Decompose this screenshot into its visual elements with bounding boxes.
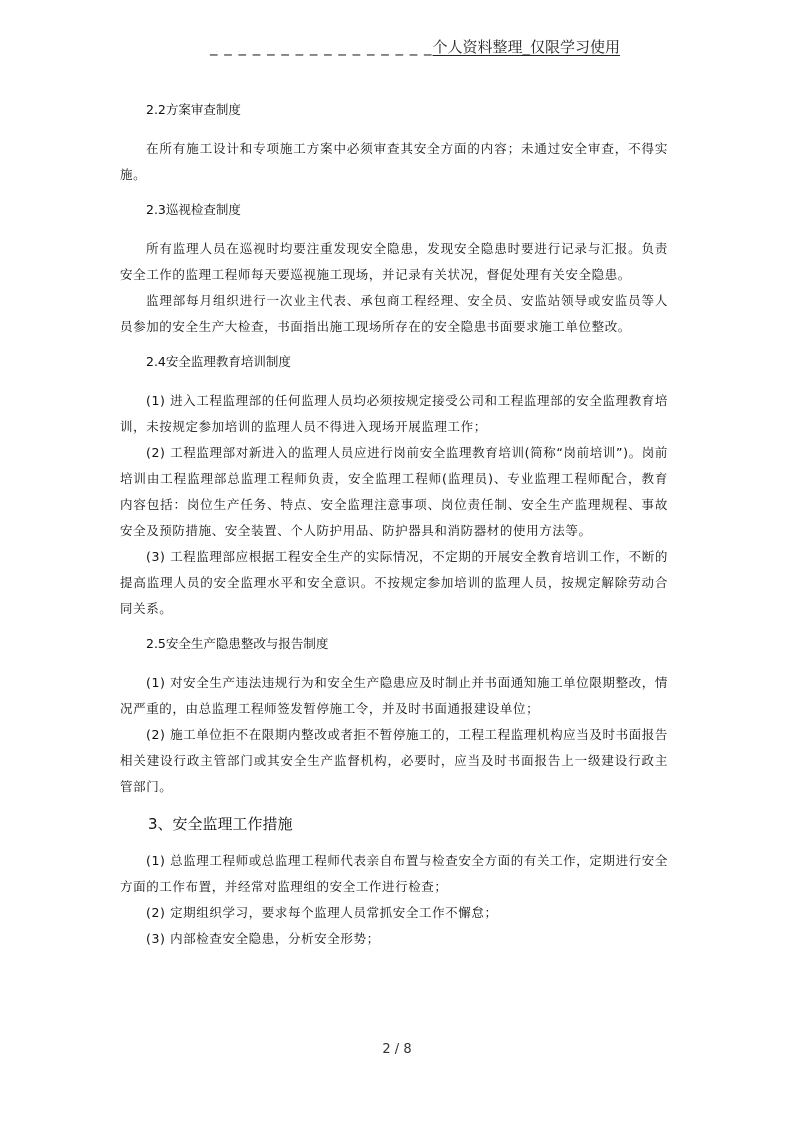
paragraph: (1) 对安全生产违法违规行为和安全生产隐患应及时制止并书面通知施工单位限期整改，情况严重的，由总监理工程师签发暂停施工令，并及时书面通报建设单位； [120,675,668,716]
paragraph: 监理部每月组织进行一次业主代表、承包商工程经理、安全员、安监站领导或安监员等人员参加的安全生产大检查，书面指出施工现场所存在的安全隐患书面要求施工单位整改。 [120,293,668,334]
paragraph: (3) 内部检查安全隐患，分析安全形势； [146,931,380,946]
paragraph: 在所有施工设计和专项施工方案中必须审查其安全方面的内容；未通过安全审查，不得实施。 [120,141,668,182]
paragraph: 所有监理人员在巡视时均要注重发现安全隐患，发现安全隐患时要进行记录与汇报。负责安全工作的监理工程师每天要巡视施工现场，并记录有关状况，督促处理有关安全隐患。 [120,241,668,282]
paragraph: (2) 工程监理部对新进入的监理人员应进行岗前安全监理教育培训(简称“岗前培训”)。岗前培训由工程监理部总监理工程师负责，安全监理工程师(监理员)、专业监理工程师配合，教育内容包括：岗位生产任务、特点、安全监理注意事项、岗位责任制、安全生产监理规程、事故安全及预防措施、安全装置、个人防护用品、防护器具和消防器材的使用方法等。 [120,445,668,538]
document-body [120,98,668,952]
section-heading: 2.5安全生产隐患整改与报告制度 [146,636,329,651]
paragraph: (1) 进入工程监理部的任何监理人员均必须按规定接受公司和工程监理部的安全监理教育培训，未按规定参加培训的监理人员不得进入现场开展监理工作； [120,393,668,434]
page-header [210,36,620,57]
header-title: 个人资料整理_仅限学习使用 [432,38,621,56]
paragraph: (2) 定期组织学习，要求每个监理人员常抓安全工作不懈怠； [146,905,498,920]
header-dashes: _ _ _ _ _ _ _ _ _ _ _ _ _ _ _ _ [210,38,433,56]
page-number: 2 / 8 [382,1042,412,1057]
chapter-heading: 3、安全监理工作措施 [148,815,293,833]
paragraph: (1) 总监理工程师或总监理工程师代表亲自布置与检查安全方面的有关工作，定期进行安全方面的工作布置，并经常对监理组的安全工作进行检查； [120,853,668,894]
section-heading: 2.3巡视检查制度 [146,202,241,217]
section-heading: 2.2方案审查制度 [146,102,241,117]
paragraph: (2) 施工单位拒不在限期内整改或者拒不暂停施工的，工程工程监理机构应当及时书面报告相关建设行政主管部门或其安全生产监督机构，必要时，应当及时书面报告上一级建设行政主管部门。 [120,727,668,794]
paragraph: (3) 工程监理部应根据工程安全生产的实际情况，不定期的开展安全教育培训工作，不断的提高监理人员的安全监理水平和安全意识。不按规定参加培训的监理人员，按规定解除劳动合同关系。 [120,549,668,616]
section-heading: 2.4安全监理教育培训制度 [146,354,291,369]
